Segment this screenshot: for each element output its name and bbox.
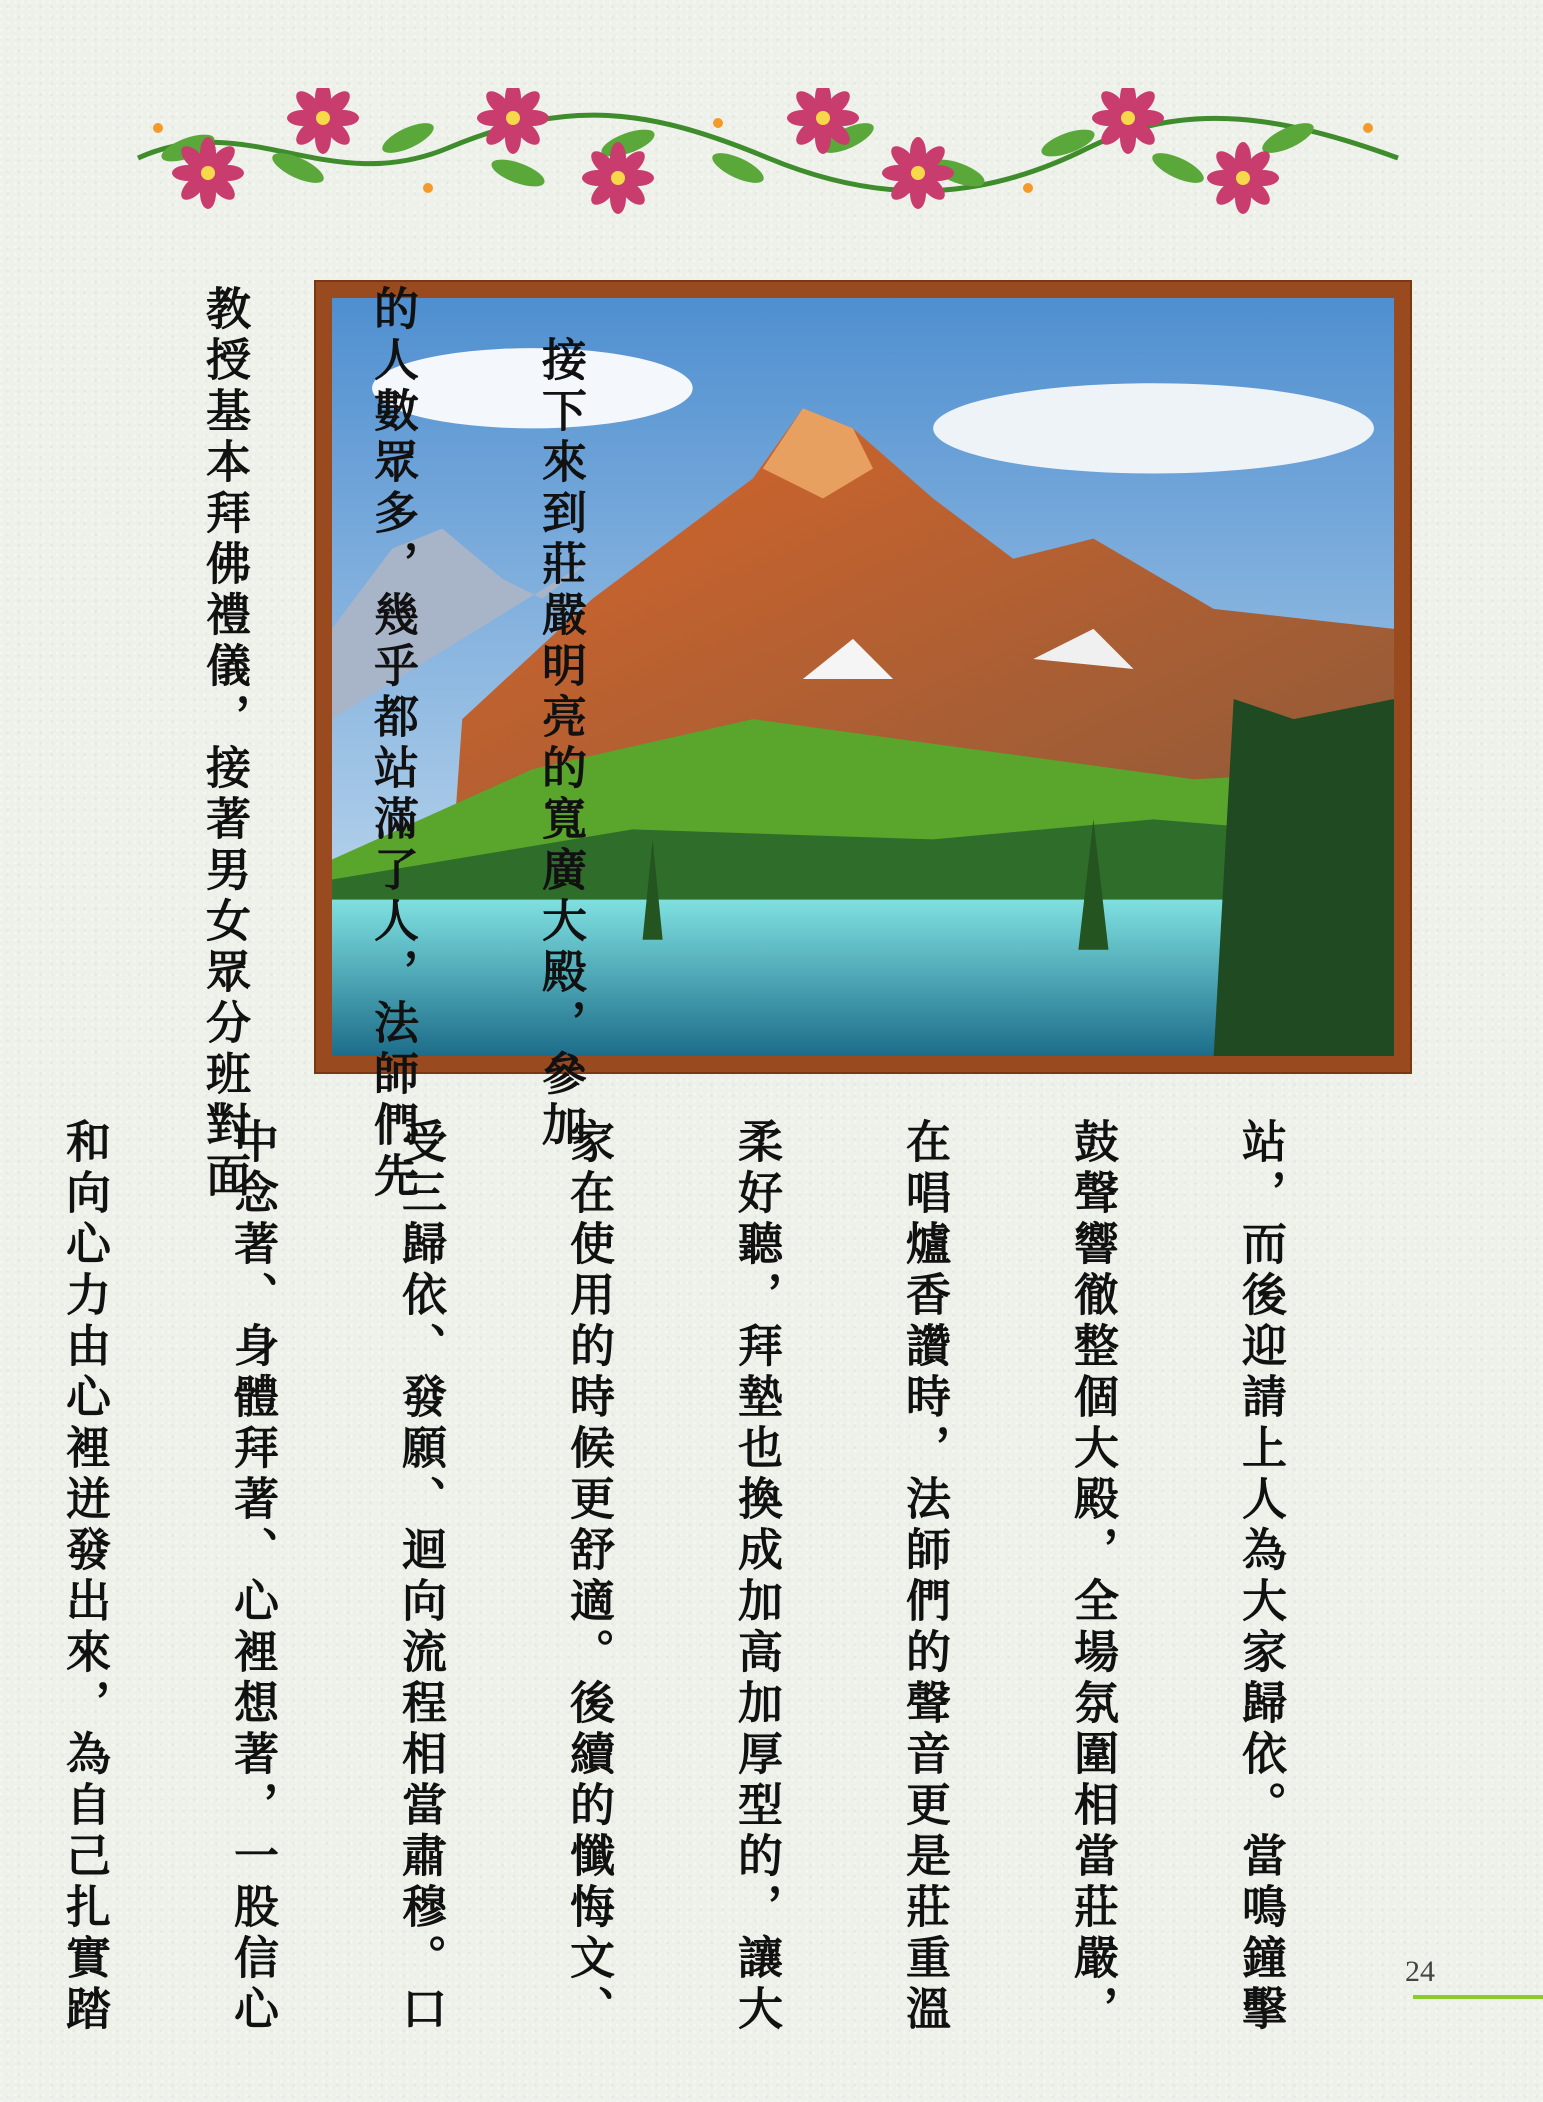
- paragraph-column: 接下來到莊嚴明亮的寬廣大殿，參加: [534, 285, 587, 1152]
- paragraph-column: 柔好聽，拜墊也換成加高加厚型的，讓大: [730, 1118, 783, 2036]
- upper-text-block: [140, 285, 700, 1203]
- paragraph-column: 教授基本拜佛禮儀，接著男女眾分班對面: [198, 285, 251, 1203]
- paragraph-column: 家在使用的時候更舒適。後續的懺悔文、: [562, 1118, 615, 2036]
- paragraph-column: 和向心力由心裡迸發出來，為自己扎實踏: [58, 1118, 111, 2036]
- floral-border-decoration: [128, 88, 1408, 218]
- paragraph-column: 站，而後迎請上人為大家歸依。當鳴鐘擊: [1234, 1118, 1287, 2036]
- page-number: 24: [1405, 1955, 1435, 1988]
- paragraph-column: 鼓聲響徹整個大殿，全場氛圍相當莊嚴，: [1066, 1118, 1119, 2036]
- paragraph-column: 中念著、身體拜著、心裡想著，一股信心: [226, 1118, 279, 2036]
- paragraph-column: 受三歸依、發願、迴向流程相當肅穆。口: [394, 1118, 447, 2036]
- lower-text-block: [58, 1118, 1400, 2036]
- paragraph-column: 的人數眾多，幾乎都站滿了人，法師們先: [366, 285, 419, 1203]
- page-number-rule: [1413, 1995, 1543, 1999]
- paragraph-column: 在唱爐香讚時，法師們的聲音更是莊重溫: [898, 1118, 951, 2036]
